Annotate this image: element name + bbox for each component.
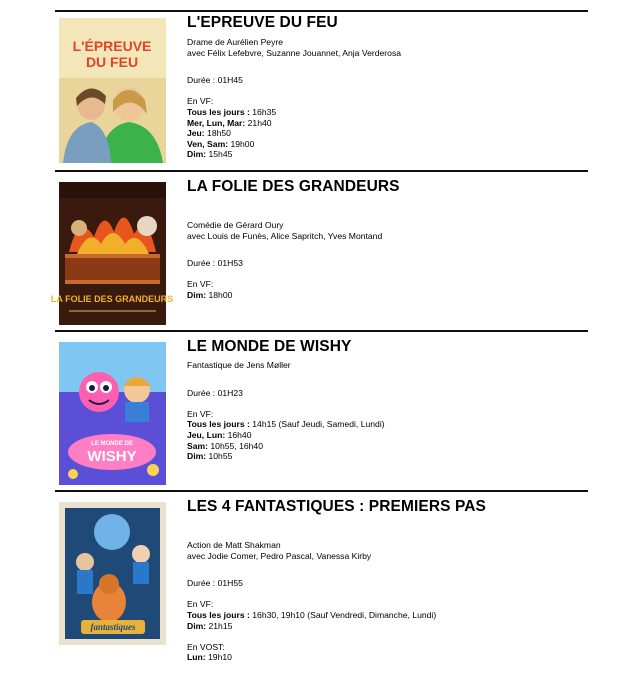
showtime-row [187, 139, 588, 150]
poster-image [59, 342, 166, 485]
movie-poster[interactable] [59, 502, 166, 645]
movie-genre: Comédie de Gérard Oury [187, 220, 284, 230]
poster-headline: fantastiques [90, 622, 136, 632]
poster-image [50, 182, 174, 325]
poster-headline: WISHY [87, 448, 137, 465]
showtime-times: 19h00 [228, 138, 255, 149]
showtime-days: Tous les jours : [187, 609, 250, 620]
movie-poster[interactable] [50, 182, 174, 325]
showtime-row [187, 610, 588, 621]
showtime-times: 18h00 [206, 289, 233, 300]
movie-title[interactable]: LA FOLIE DES GRANDEURS [187, 178, 400, 195]
showtime-times: 15h45 [206, 149, 233, 160]
movie-genre: Drame de Aurélien Peyre [187, 37, 284, 47]
showtime-times: 14h15 (Sauf Jeudi, Samedi, Lundi) [249, 419, 385, 430]
movie-version: En VF: [187, 96, 214, 107]
movie-version: En VF: [187, 408, 214, 419]
movie-poster[interactable] [59, 342, 166, 485]
movie-genre: Action de Matt Shakman [187, 540, 281, 550]
showtime-days: Ven, Sam: [187, 138, 229, 149]
movie-cast: avec Félix Lefebvre, Suzanne Jouannet, Anja Verderosa [187, 47, 402, 58]
movie-version: En VF: [187, 279, 214, 290]
showtime-row [187, 652, 588, 663]
poster-headline: L'ÉPREUVE [72, 38, 152, 54]
movie-listing [55, 330, 588, 492]
poster-image [59, 502, 166, 645]
movie-info [187, 498, 588, 663]
showtime-days: Dim: [187, 289, 207, 300]
showtime-days: Jeu: [187, 128, 205, 139]
movie-version: En VF: [187, 599, 214, 610]
movie-duration: Durée : 01H23 [187, 387, 243, 398]
showtime-times: 10h55 [206, 451, 233, 462]
movie-duration: Durée : 01H53 [187, 258, 243, 269]
showtime-times: 18h50 [204, 128, 231, 139]
showtime-days: Lun: [187, 652, 206, 663]
showtime-row [187, 430, 588, 441]
showtime-times: 16h30, 19h10 (Sauf Vendredi, Dimanche, Lundi) [249, 609, 437, 620]
movie-title[interactable]: LES 4 FANTASTIQUES : PREMIERS PAS [187, 498, 486, 515]
showtime-days: Dim: [187, 149, 207, 160]
showtime-times: 21h40 [245, 117, 272, 128]
showtime-row [187, 107, 588, 118]
movie-genre: Fantastique de Jens Møller [187, 360, 291, 370]
showtime-row [187, 621, 588, 632]
showtime-times: 16h40 [225, 429, 252, 440]
movie-title[interactable]: LE MONDE DE WISHY [187, 338, 352, 355]
showtime-times: 10h55, 16h40 [208, 440, 263, 451]
showtime-row [187, 441, 588, 452]
showtime-row [187, 149, 588, 160]
showtime-row [187, 118, 588, 129]
movie-duration: Durée : 01H45 [187, 75, 243, 86]
showtime-row [187, 419, 588, 430]
showtime-days: Tous les jours : [187, 106, 250, 117]
showtime-row [187, 290, 588, 301]
movie-listing [55, 10, 588, 172]
showtime-days: Jeu, Lun: [187, 429, 226, 440]
showtime-times: 21h15 [206, 620, 233, 631]
movie-listing [55, 490, 588, 673]
showtime-times: 16h35 [249, 106, 277, 117]
movie-info [187, 178, 588, 301]
showtime-days: Dim: [187, 451, 207, 462]
showtime-row [187, 451, 588, 462]
poster-headline: LE MONDE DE [91, 441, 133, 447]
poster-headline: LA FOLIE DES GRANDEURS [50, 294, 174, 304]
movie-title[interactable]: L'EPREUVE DU FEU [187, 14, 338, 31]
showtime-days: Tous les jours : [187, 419, 250, 430]
showtime-row [187, 128, 588, 139]
poster-image [59, 18, 166, 163]
showtime-days: Sam: [187, 440, 209, 451]
movie-duration: Durée : 01H55 [187, 578, 243, 589]
showtime-days: Mer, Lun, Mar: [187, 117, 246, 128]
movie-info [187, 14, 588, 160]
showtime-times: 19h10 [205, 652, 232, 663]
movie-version: En VOST: [187, 641, 225, 652]
movie-listing [50, 170, 588, 332]
movie-cast: avec Louis de Funès, Alice Sapritch, Yves Montand [187, 230, 383, 241]
movie-poster[interactable] [59, 18, 166, 163]
poster-headline: DU FEU [85, 54, 139, 70]
movie-cast: avec Jodie Comer, Pedro Pascal, Vanessa Kirby [187, 550, 372, 561]
movie-info [187, 338, 588, 462]
showtime-days: Dim: [187, 620, 207, 631]
